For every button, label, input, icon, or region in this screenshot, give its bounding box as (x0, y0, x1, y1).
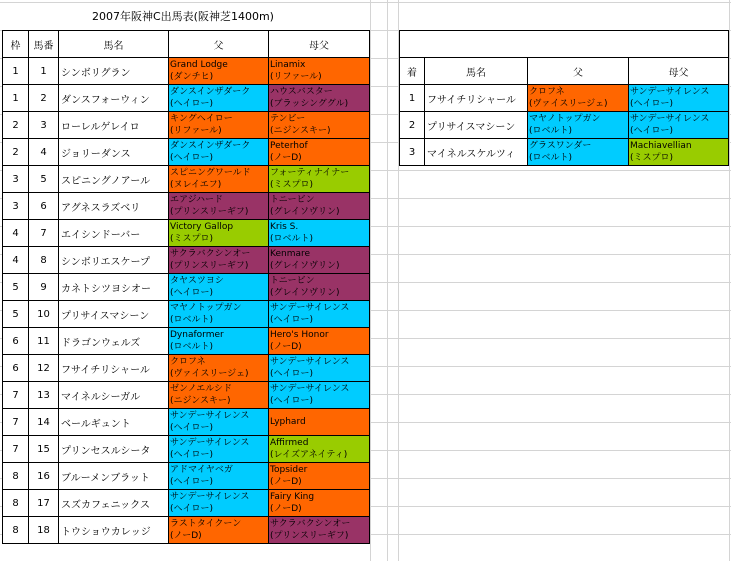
header-sire: 父 (528, 58, 629, 85)
sire-cell (169, 247, 269, 274)
umaban-cell: 11 (29, 328, 59, 355)
sire-cell (169, 274, 269, 301)
sire-cell (169, 409, 269, 436)
horse-name-cell: ジョリーダンス (59, 139, 169, 166)
table-row (3, 463, 370, 490)
damsire-cell (269, 301, 370, 328)
sire-cell-line: (ヘイロー) (170, 504, 214, 514)
sire-cell-line: (ロベルト) (529, 153, 573, 163)
header-umaban: 馬番 (29, 31, 59, 58)
table-row (400, 112, 729, 139)
damsire-cell (269, 220, 370, 247)
table-row (3, 382, 370, 409)
grid-column-line (387, 0, 388, 561)
waku-cell: 8 (3, 463, 29, 490)
damsire-cell-name: Kris S. (270, 222, 299, 232)
table-row (3, 274, 370, 301)
damsire-cell-name: Hero's Honor (270, 330, 329, 340)
horse-name-cell: ベールギュント (59, 409, 169, 436)
table-row (3, 139, 370, 166)
sire-cell-line: (ヌレイエフ) (170, 180, 222, 190)
sire-cell-line: (ヘイロー) (170, 288, 214, 298)
sire-cell-name: ラストタイクーン (170, 519, 242, 529)
damsire-cell-name: トニービン (270, 276, 315, 286)
sire-cell (169, 85, 269, 112)
sire-cell (169, 220, 269, 247)
sire-cell-name: ダンスインザダーク (170, 87, 251, 97)
table-row (3, 166, 370, 193)
damsire-cell-line: (グレイソヴリン) (270, 288, 340, 298)
umaban-cell: 4 (29, 139, 59, 166)
rank-cell: 1 (400, 85, 425, 112)
damsire-cell-line: (ヘイロー) (630, 99, 674, 109)
waku-cell: 6 (3, 355, 29, 382)
sire-cell-name: クロフネ (170, 357, 206, 367)
waku-cell: 2 (3, 112, 29, 139)
damsire-cell (269, 166, 370, 193)
damsire-cell (269, 58, 370, 85)
sire-cell-name: クロフネ (529, 87, 565, 97)
damsire-cell (269, 328, 370, 355)
umaban-cell: 6 (29, 193, 59, 220)
damsire-cell-name: Topsider (270, 465, 308, 475)
damsire-cell-name: Lyphard (270, 417, 306, 427)
header-horse-name: 馬名 (59, 31, 169, 58)
sire-cell-line: (ミスプロ) (170, 234, 214, 244)
damsire-cell-name: サンデーサイレンス (630, 114, 710, 124)
sire-cell (528, 85, 629, 112)
damsire-cell-line: (ノーD) (270, 153, 302, 163)
damsire-cell-name: Kenmare (270, 249, 311, 259)
sire-cell (169, 436, 269, 463)
sire-cell-name: サンデーサイレンス (170, 438, 250, 448)
table-row (3, 193, 370, 220)
damsire-cell-line: (ノーD) (270, 342, 302, 352)
rank-cell: 2 (400, 112, 425, 139)
sire-cell-line: (ニジンスキー) (170, 396, 231, 406)
umaban-cell: 15 (29, 436, 59, 463)
sire-cell (169, 328, 269, 355)
damsire-cell-line: (ミスプロ) (270, 180, 314, 190)
damsire-cell-line: (リファール) (270, 72, 322, 82)
table-row (3, 301, 370, 328)
damsire-cell-line: (ヘイロー) (270, 315, 314, 325)
sire-cell (528, 112, 629, 139)
sire-cell-line: (ロベルト) (170, 315, 214, 325)
damsire-cell-name: Fairy King (270, 492, 315, 502)
damsire-cell-line: (グレイソヴリン) (270, 207, 340, 217)
waku-cell: 1 (3, 58, 29, 85)
sire-cell (169, 112, 269, 139)
damsire-cell-line: (ヘイロー) (270, 396, 314, 406)
header-damsire: 母父 (269, 31, 370, 58)
umaban-cell: 5 (29, 166, 59, 193)
damsire-cell (629, 139, 729, 166)
sire-cell-name: キングヘイロー (170, 114, 233, 124)
sire-cell-name: Dynaformer (170, 330, 224, 340)
waku-cell: 2 (3, 139, 29, 166)
sire-cell (169, 166, 269, 193)
umaban-cell: 2 (29, 85, 59, 112)
table-row (3, 58, 370, 85)
sire-cell-line: (ノーD) (170, 531, 202, 541)
umaban-cell: 16 (29, 463, 59, 490)
damsire-cell-line: (ヘイロー) (270, 369, 314, 379)
header-sire: 父 (169, 31, 269, 58)
damsire-cell (269, 517, 370, 544)
table-row (400, 139, 729, 166)
damsire-cell-name: Linamix (270, 60, 306, 70)
damsire-cell-name: テンビー (270, 114, 306, 124)
damsire-cell (269, 436, 370, 463)
sire-cell-line: (ヴァイスリージェ) (529, 99, 608, 109)
damsire-cell (269, 85, 370, 112)
waku-cell: 3 (3, 166, 29, 193)
horse-name-cell: エイシンドーバー (59, 220, 169, 247)
table-header-row (3, 31, 370, 58)
grid-row-line (0, 2, 731, 3)
sire-cell-name: Victory Gallop (170, 222, 234, 232)
damsire-cell (269, 139, 370, 166)
sire-cell-name: サンデーサイレンス (170, 492, 250, 502)
sire-cell-line: (ロベルト) (170, 342, 214, 352)
table-row (3, 85, 370, 112)
damsire-cell-line: (ノーD) (270, 504, 302, 514)
sire-cell-name: マヤノトップガン (529, 114, 601, 124)
damsire-cell (629, 112, 729, 139)
rank-cell: 3 (400, 139, 425, 166)
grid-column-line (729, 0, 730, 561)
damsire-cell-name: Affirmed (270, 438, 309, 448)
waku-cell: 5 (3, 301, 29, 328)
damsire-cell-name: サンデーサイレンス (270, 357, 350, 367)
damsire-cell-line: (ヘイロー) (630, 126, 674, 136)
damsire-cell (629, 85, 729, 112)
table-row (3, 220, 370, 247)
horse-name-cell: フサイチリシャール (59, 355, 169, 382)
header-rank: 着 (400, 58, 425, 85)
table-row (3, 490, 370, 517)
damsire-cell-name: サクラバクシンオー (270, 519, 351, 529)
waku-cell: 5 (3, 274, 29, 301)
table-row (3, 328, 370, 355)
sire-cell (169, 58, 269, 85)
damsire-cell-line: (ミスプロ) (630, 153, 674, 163)
horse-name-cell: カネトシツヨシオー (59, 274, 169, 301)
damsire-cell-name: ハウスバスター (270, 87, 333, 97)
damsire-cell (269, 490, 370, 517)
umaban-cell: 12 (29, 355, 59, 382)
sire-cell-line: (プリンスリーギフ) (170, 261, 249, 271)
horse-name-cell: ローレルゲレイロ (59, 112, 169, 139)
horse-name-cell: シンボリグラン (59, 58, 169, 85)
table-row (3, 517, 370, 544)
waku-cell: 8 (3, 490, 29, 517)
sire-cell-line: (ロベルト) (529, 126, 573, 136)
sire-cell-name: サンデーサイレンス (170, 411, 250, 421)
horse-name-cell: マイネルスケルツィ (425, 139, 528, 166)
waku-cell: 4 (3, 247, 29, 274)
sire-cell-name: エアジハード (170, 195, 224, 205)
sire-cell (169, 139, 269, 166)
sire-cell-line: (プリンスリーギフ) (170, 207, 249, 217)
damsire-cell-line: (プリンスリーギフ) (270, 531, 349, 541)
sire-cell (169, 490, 269, 517)
header-waku: 枠 (3, 31, 29, 58)
horse-name-cell: スピニングノアール (59, 166, 169, 193)
umaban-cell: 13 (29, 382, 59, 409)
damsire-cell (269, 355, 370, 382)
damsire-cell (269, 193, 370, 220)
damsire-cell-line: (ノーD) (270, 477, 302, 487)
damsire-cell (269, 112, 370, 139)
damsire-cell (269, 382, 370, 409)
waku-cell: 4 (3, 220, 29, 247)
sire-cell-line: (ヴァイスリージェ) (170, 369, 249, 379)
horse-name-cell: ドラゴンウェルズ (59, 328, 169, 355)
umaban-cell: 9 (29, 274, 59, 301)
sire-cell-line: (ヘイロー) (170, 423, 214, 433)
sire-cell-name: Grand Lodge (170, 60, 228, 70)
sire-cell-line: (ヘイロー) (170, 477, 214, 487)
table-row (3, 247, 370, 274)
umaban-cell: 1 (29, 58, 59, 85)
umaban-cell: 14 (29, 409, 59, 436)
horse-name-cell: プリサイスマシーン (59, 301, 169, 328)
sire-cell-name: ゼンノエルシド (170, 384, 232, 394)
umaban-cell: 7 (29, 220, 59, 247)
sire-cell-name: サクラバクシンオー (170, 249, 251, 259)
damsire-cell-name: Machiavellian (630, 141, 692, 151)
umaban-cell: 17 (29, 490, 59, 517)
damsire-cell-name: サンデーサイレンス (630, 87, 710, 97)
sire-cell-name: ダンスインザダーク (170, 141, 251, 151)
table-row (3, 409, 370, 436)
damsire-cell (269, 463, 370, 490)
sire-cell (169, 517, 269, 544)
damsire-cell-name: サンデーサイレンス (270, 303, 350, 313)
horse-name-cell: フサイチリシャール (425, 85, 528, 112)
damsire-cell-line: (ブラッシンググル) (270, 99, 349, 109)
results-table (399, 30, 729, 166)
horse-name-cell: ブルーメンブラット (59, 463, 169, 490)
waku-cell: 7 (3, 382, 29, 409)
sire-cell-name: スピニングワールド (170, 168, 251, 178)
waku-cell: 7 (3, 436, 29, 463)
horse-name-cell: プリサイスマシーン (425, 112, 528, 139)
damsire-cell (269, 274, 370, 301)
horse-name-cell: トウショウカレッジ (59, 517, 169, 544)
sire-cell (169, 193, 269, 220)
damsire-cell-name: サンデーサイレンス (270, 384, 350, 394)
results-caption-row (400, 31, 729, 58)
sire-cell-name: タヤスツヨシ (170, 276, 224, 286)
table-row (3, 355, 370, 382)
sire-cell-line: (ヘイロー) (170, 450, 214, 460)
horse-name-cell: アグネスラズベリ (59, 193, 169, 220)
horse-name-cell: ダンスフォーウィン (59, 85, 169, 112)
sire-cell-line: (リファール) (170, 126, 222, 136)
header-horse-name: 馬名 (425, 58, 528, 85)
sire-cell (528, 139, 629, 166)
damsire-cell-name: フォーティナイナー (270, 168, 350, 178)
results-header-row (400, 58, 729, 85)
damsire-cell (269, 247, 370, 274)
sire-cell-line: (ヘイロー) (170, 99, 214, 109)
damsire-cell-name: Peterhof (270, 141, 308, 151)
sire-cell-name: マヤノトップガン (170, 303, 242, 313)
umaban-cell: 10 (29, 301, 59, 328)
damsire-cell-line: (ニジンスキー) (270, 126, 331, 136)
umaban-cell: 3 (29, 112, 59, 139)
waku-cell: 3 (3, 193, 29, 220)
sire-cell (169, 382, 269, 409)
sire-cell (169, 301, 269, 328)
sire-cell-name: アドマイヤベガ (170, 465, 233, 475)
umaban-cell: 8 (29, 247, 59, 274)
waku-cell: 6 (3, 328, 29, 355)
damsire-cell (269, 409, 370, 436)
horse-name-cell: プリンセスルシータ (59, 436, 169, 463)
horse-name-cell: マイネルシーガル (59, 382, 169, 409)
damsire-cell-name: トニービン (270, 195, 315, 205)
grid-column-line (370, 0, 371, 561)
damsire-cell-line: (ロベルト) (270, 234, 314, 244)
entries-title: 2007年阪神C出馬表(阪神芝1400m) (92, 10, 274, 23)
header-damsire: 母父 (629, 58, 729, 85)
sire-cell (169, 463, 269, 490)
umaban-cell: 18 (29, 517, 59, 544)
damsire-cell-line: (レイズアネイティ) (270, 450, 348, 460)
horse-name-cell: スズカフェニックス (59, 490, 169, 517)
waku-cell: 1 (3, 85, 29, 112)
entries-table (2, 30, 370, 544)
table-row (3, 112, 370, 139)
damsire-cell-line: (グレイソヴリン) (270, 261, 340, 271)
sire-cell-line: (ヘイロー) (170, 153, 214, 163)
horse-name-cell: シンボリエスケープ (59, 247, 169, 274)
waku-cell: 7 (3, 409, 29, 436)
sire-cell (169, 355, 269, 382)
results-caption-cell (400, 31, 729, 58)
table-row (400, 85, 729, 112)
waku-cell: 8 (3, 517, 29, 544)
sire-cell-line: (ダンチヒ) (170, 72, 214, 82)
sire-cell-name: グラスワンダー (529, 141, 592, 151)
table-row (3, 436, 370, 463)
